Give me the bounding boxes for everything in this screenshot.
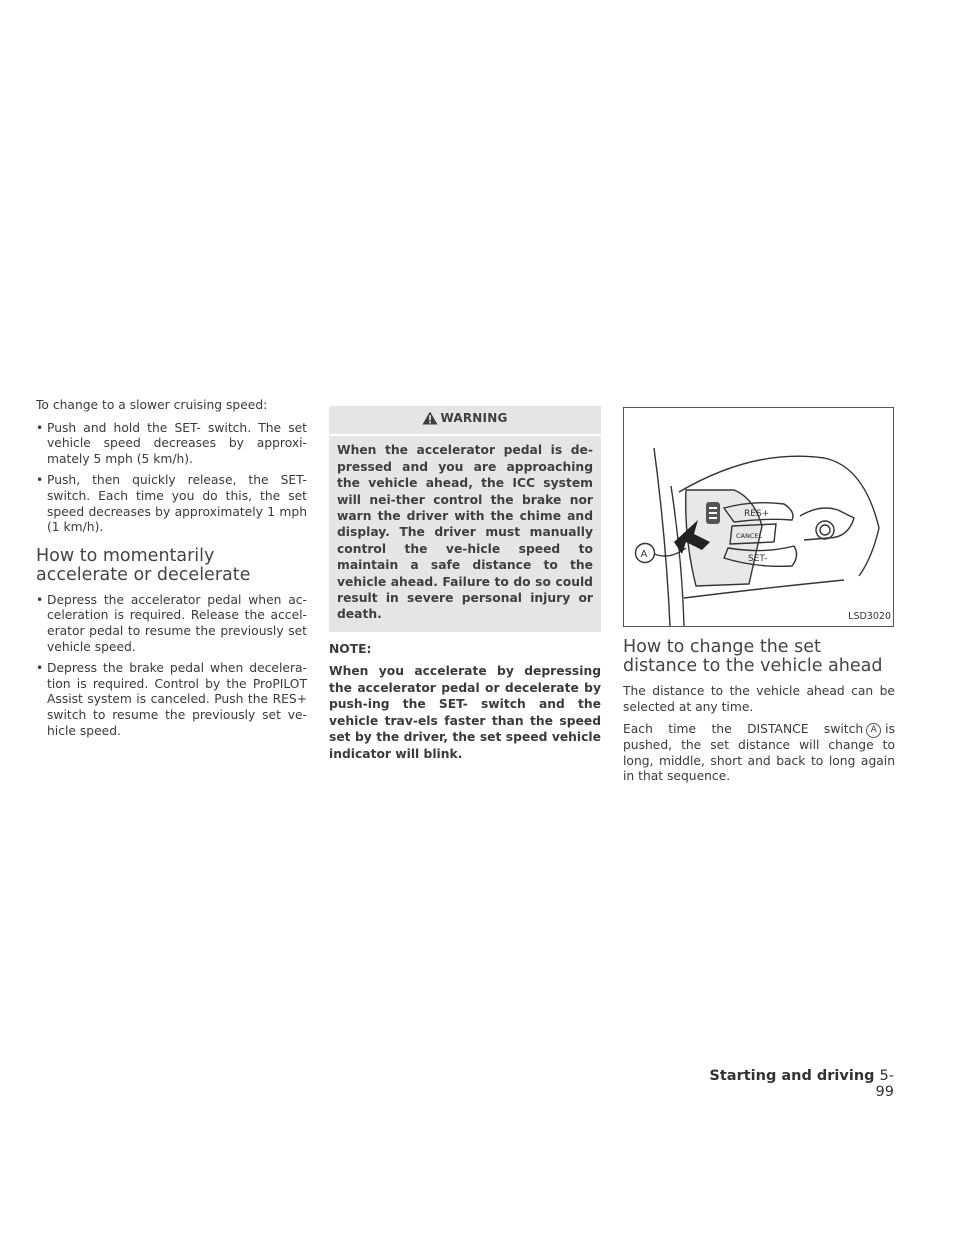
momentary-list [36,593,307,739]
note-title: NOTE: [329,641,372,656]
figure-code: LSD3020 [848,611,891,623]
para-text-after: is pushed, the set distance will change to long, middle, short and back to long again in that sequence. [623,722,895,784]
list-item-text: Depress the brake pedal when decelera-tion is required. Control by the ProPILOT Assist system is canceled. Push the RES+ switch to resume the previously set ve-hicle speed. [47,661,307,738]
warning-text: When the accelerator pedal is de-pressed and you are approaching the vehicle ahead, the ICC system will nei-ther control the brake nor warn the driver with the chime and display. The driver must manually control the ve-hicle speed to maintain a safe distance to the vehicle ahead. Failure to do so could result in severe personal injury or death. [337,443,593,622]
steering-assist-button [816,521,834,539]
bullet: • [36,661,44,676]
momentary-heading: How to momentarily accelerate or decelerate [36,545,251,585]
note-text: When you accelerate by depressing the accelerator pedal or decelerate by push-ing the SET- switch and the vehicle trav-els faster than the speed set by the driver, the set speed vehicle indicator will blink. [329,664,601,761]
left-column [36,398,307,745]
callout-letter: A [640,549,648,560]
wheel-rim-outer [654,448,670,626]
bullet: • [36,420,44,435]
steering-switch-figure [623,407,894,627]
slower-intro: To change to a slower cruising speed: [36,398,268,412]
set-label: SET- [748,554,768,564]
bullet: • [36,592,44,607]
middle-column [329,398,601,762]
distance-para-1: The distance to the vehicle ahead can be selected at any time. [623,684,895,714]
warning-box [329,406,601,632]
list-item [36,421,307,468]
steering-wheel-illustration [624,408,893,626]
warning-header [329,406,601,436]
para-text-before: Each time the DISTANCE switch [623,722,864,737]
page-number: 5-99 [875,1068,894,1100]
wheel-rim-inner [671,486,684,626]
section-title: Starting and driving [709,1068,875,1084]
list-item [36,661,307,739]
distance-heading: How to change the set distance to the vehicle ahead [623,637,883,676]
res-label: RES+ [744,509,770,519]
list-item-text: Push and hold the SET- switch. The set vehicle speed decreases by approxi-mately 5 mph (5 km/h). [47,420,307,466]
distance-para-2 [623,722,895,785]
slower-speed-list [36,421,307,536]
bullet: • [36,473,44,488]
page-footer [702,1068,894,1100]
warning-triangle-icon [422,411,438,429]
list-item [36,593,307,655]
cancel-label: CANCEL [736,532,763,540]
callout-marker: A [866,723,881,738]
list-item-text: Push, then quickly release, the SET-switch. Each time you do this, the set speed decreases by approximately 1 mph (1 km/h). [47,473,307,535]
right-column [623,398,895,792]
list-item-text: Depress the accelerator pedal when ac-celeration is required. Release the accel-erator pedal to resume the previously set vehicle speed. [47,592,307,654]
list-item [36,473,307,535]
warning-title: WARNING [440,411,508,425]
